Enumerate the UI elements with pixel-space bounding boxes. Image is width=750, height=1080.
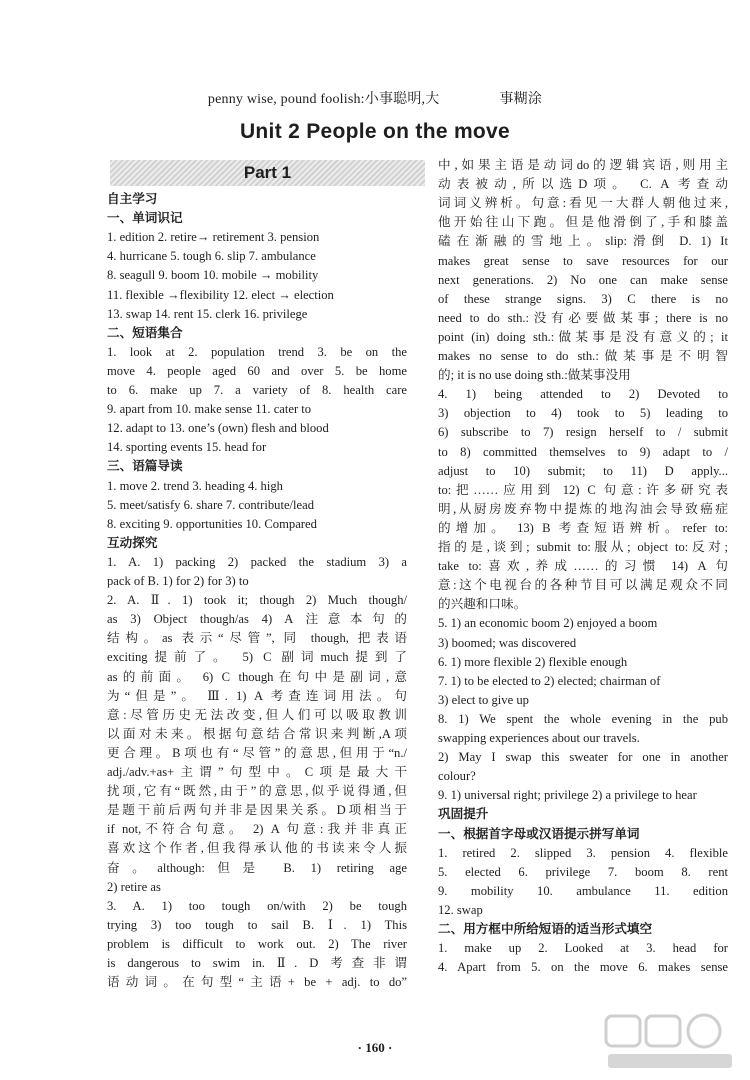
answer-line: if not,不符合句意。 2) A 句意:我并非真正 — [107, 822, 407, 837]
answer-line: 扰项,它有“既然,由于”的意思,似乎说得通,但 — [107, 784, 407, 799]
answer-line: problem is difficult to work out. 2) The river — [107, 936, 407, 951]
section-heading: 三、语篇导读 — [107, 458, 183, 474]
answer-line: to:把……应用到 12) C 句意:许多研究表 — [438, 482, 728, 497]
answer-line: 的兴趣和口味。 — [438, 597, 527, 612]
answer-line: 3) objection to 4) took to 5) leading to — [438, 406, 728, 421]
answer-line: 语动词。在句型“主语+ be + adj. to do” — [107, 975, 407, 990]
answer-line: 明,从厨房废弃物中提炼的地沟油会导致癌症 — [438, 501, 728, 516]
answer-line: 7. 1) to be elected to 2) elected; chairman of — [438, 673, 661, 688]
answer-line: 是题干前后两句并非是因果关系。D项相当于 — [107, 803, 407, 818]
answer-line: 喜欢这个作者,但我得承认他的书读来令人振 — [107, 841, 407, 856]
answer-line: trying 3) too tough to sail B. Ⅰ. 1) This — [107, 917, 407, 932]
answer-line: 9. apart from 10. make sense 11. cater to — [107, 402, 312, 417]
answer-line: 6) subscribe to 7) resign herself to / submit — [438, 425, 728, 440]
answer-line: 2) May I swap this sweater for one in another — [438, 750, 728, 765]
answer-line: pack of B. 1) for 2) for 3) to — [107, 574, 249, 588]
answer-line: 的增加。 13) B 考查短语辨析。refer to: — [438, 520, 728, 535]
answer-line: as 3) Object though/as 4) A 注意本句的 — [107, 612, 407, 627]
answer-line: 中,如果主语是动词do的逻辑宾语,则用主 — [438, 158, 728, 172]
answer-line: 1. A. 1) packing 2) packed the stadium 3) a — [107, 554, 407, 569]
answer-line: makes great sense to save resources for our — [438, 253, 728, 268]
section-heading: 二、短语集合 — [107, 324, 183, 340]
section-heading: 互动探究 — [107, 534, 158, 550]
answer-line: need to do sth.:没有必要做某事; there is no — [438, 310, 728, 325]
section-heading: 自主学习 — [107, 191, 158, 206]
answer-line: 为“但是”。 Ⅲ. 1) A 考查连词用法。句 — [107, 688, 407, 703]
answer-line: adjust to 10) submit; to 11) D apply... — [438, 463, 728, 478]
section-heading: 一、单词识记 — [107, 210, 183, 226]
answer-line: 指的是,谈到; submit to:服从; object to:反对; — [438, 540, 728, 554]
answer-line: to 6. make up 7. a variety of 8. health care — [107, 383, 407, 397]
answer-line: 结构。as 表示“尽管”, 同 though, 把表语 — [107, 631, 407, 646]
section-heading: 巩固提升 — [438, 806, 489, 822]
answer-line: 5. meet/satisfy 6. share 7. contribute/lead — [107, 497, 315, 512]
answer-line: 12. swap — [438, 902, 483, 917]
answer-line: as的前面。 6) C though在句中是副词,意 — [107, 669, 407, 684]
answer-line: next generations. 2) No one can make sense — [438, 272, 728, 287]
answer-line: is dangerous to swim in. Ⅱ. D 考查非谓 — [107, 956, 407, 970]
watermark-logo — [600, 1010, 740, 1076]
answer-line: 9. 1) universal right; privilege 2) a privilege to hear — [438, 788, 697, 803]
answer-line: 4. Apart from 5. on the move 6. makes sense — [438, 960, 728, 975]
part-title: Part 1 — [243, 163, 292, 182]
answer-line: 更合理。B项也有“尽管”的意思,但用于“n./ — [107, 745, 407, 760]
answer-line: 6. 1) more flexible 2) flexible enough — [438, 654, 628, 669]
header-proverb-end: 事糊涂 — [499, 92, 543, 107]
answer-line: 8. 1) We spent the whole evening in the pub — [438, 711, 728, 726]
answer-line: 意:这个电视台的各种节目可以满足观众不同 — [438, 578, 728, 593]
answer-line: 14. sporting events 15. head for — [107, 440, 267, 455]
answer-line: 9. mobility 10. ambulance 11. edition — [438, 883, 728, 898]
answer-line: 8. exciting 9. opportunities 10. Compared — [107, 516, 317, 531]
running-header — [0, 88, 750, 108]
answer-line: colour? — [438, 769, 476, 784]
answer-line: 5. 1) an economic boom 2) enjoyed a boom — [438, 616, 658, 631]
answer-line: 的; it is no use doing sth.:做某事没用 — [438, 368, 631, 383]
answer-line: 2. A. Ⅱ. 1) took it; though 2) Much though/ — [107, 593, 407, 608]
answer-line: 1. retired 2. slipped 3. pension 4. flexible — [438, 845, 728, 860]
answer-line: to 8) committed themselves to 9) adapt to / — [438, 444, 728, 459]
answer-line: 13. swap 14. rent 15. clerk 16. privilege — [107, 306, 308, 321]
answer-line: 2) retire as — [107, 879, 161, 894]
answer-line: point (in) doing sth.:做某事是没有意义的; it — [438, 329, 728, 344]
answer-line: makes no sense to do sth.:做某事是不明智 — [438, 349, 728, 363]
section-heading: 一、根据首字母或汉语提示拼写单词 — [438, 825, 640, 841]
answer-line: 他开始往山下跑。但是他滑倒了,手和膝盖 — [438, 215, 728, 230]
header-proverb: penny wise, pound foolish:小事聪明,大 — [207, 92, 440, 107]
answer-line: take to:喜欢,养成……的习惯 14) A 句 — [438, 559, 728, 574]
answer-line: exciting提前了。 5) C 副词much提到了 — [107, 650, 407, 665]
answer-line: 3) boomed; was discovered — [438, 635, 577, 650]
unit-title: Unit 2 People on the move — [239, 120, 511, 143]
answer-line: 1. make up 2. Looked at 3. head for — [438, 941, 728, 956]
answer-line: 8. seagull 9. boom 10. mobile → mobility — [107, 268, 319, 283]
answer-line: swapping experiences about our travels. — [438, 731, 640, 745]
answer-line: 3. A. 1) too tough on/with 2) be tough — [107, 898, 407, 913]
answer-line: 11. flexible →flexibility 12. elect → election — [107, 287, 334, 302]
answer-line: 1. edition 2. retire→ retirement 3. pension — [107, 230, 320, 245]
answer-line: 1. move 2. trend 3. heading 4. high — [107, 478, 283, 493]
answer-line: 动表被动,所以选D项。 C. A 考查动 — [438, 177, 728, 192]
answer-line: 词词义辨析。句意:看见一大群人朝他过来, — [438, 196, 728, 211]
page-number: · 160 · — [357, 1040, 393, 1055]
answer-line: 5. elected 6. privilege 7. boom 8. rent — [438, 864, 728, 879]
answer-line: 磕在渐融的雪地上。slip:滑倒 D. 1) It — [438, 234, 728, 249]
answer-line: move 4. people aged 60 and over 5. be home — [107, 363, 407, 378]
answer-line: 1. look at 2. population trend 3. be on the — [107, 344, 407, 359]
answer-line: of these strange signs. 3) C there is no — [438, 291, 728, 306]
answer-line: 4. 1) being attended to 2) Devoted to — [438, 387, 728, 402]
section-heading: 二、用方框中所给短语的适当形式填空 — [438, 921, 653, 936]
answer-line: 12. adapt to 13. one’s (own) flesh and blood — [107, 421, 329, 436]
answer-line: 意:尽管历史无法改变,但人们可以吸取教训 — [107, 707, 407, 722]
answer-line: 4. hurricane 5. tough 6. slip 7. ambulance — [107, 249, 316, 264]
answer-line: 以面对未来。根据句意结合常识来判断,A项 — [107, 726, 407, 741]
part-banner — [110, 160, 425, 186]
answer-line: 奋。although:但是 B. 1) retiring age — [107, 860, 407, 875]
answer-line: 3) elect to give up — [438, 692, 529, 707]
answer-line: adj./adv.+as+主谓”句型中。C项是最大干 — [107, 765, 407, 779]
